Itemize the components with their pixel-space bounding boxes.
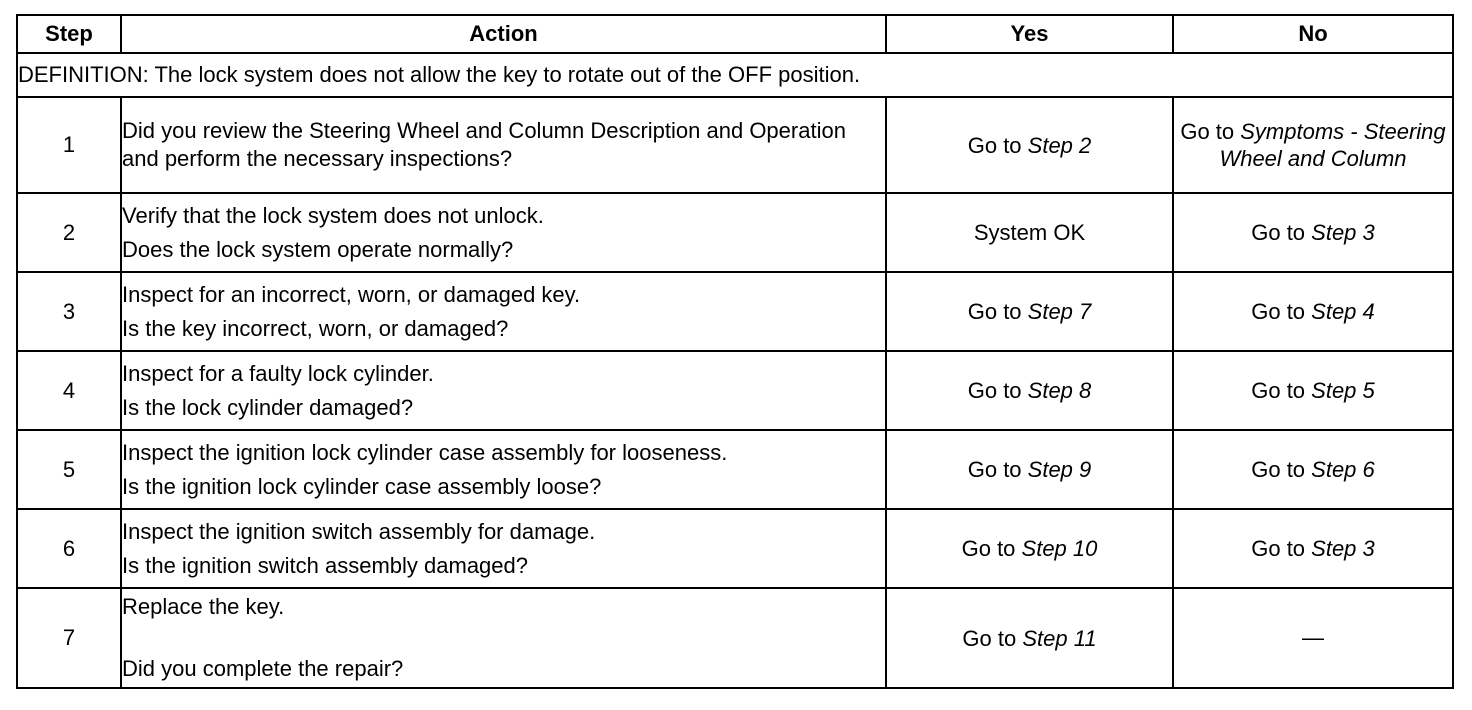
yes-text: System OK — [973, 220, 1086, 245]
action-cell — [121, 193, 886, 272]
action-cell — [121, 351, 886, 430]
header-yes: Yes — [886, 15, 1173, 53]
no-prefix: Go to — [1180, 119, 1241, 144]
table-row — [17, 97, 1453, 193]
step-number: 2 — [17, 193, 121, 272]
step-number: 7 — [17, 588, 121, 688]
yes-prefix: Go to — [962, 625, 1023, 651]
action-instruction: Inspect the ignition lock cylinder case assembly for looseness. — [122, 439, 728, 465]
table-row — [17, 509, 1453, 588]
action-cell — [121, 97, 886, 193]
action-instruction: Inspect the ignition switch assembly for damage. — [122, 518, 596, 544]
table-row — [17, 588, 1453, 688]
no-prefix: Go to — [1251, 220, 1312, 245]
action-cell — [121, 588, 886, 688]
action-cell — [121, 509, 886, 588]
no-prefix: Go to — [1251, 299, 1312, 324]
action-question: Is the ignition switch assembly damaged? — [122, 552, 528, 578]
step-number: 3 — [17, 272, 121, 351]
step-number: 1 — [17, 97, 121, 193]
table-row — [17, 430, 1453, 509]
yes-prefix: Go to — [967, 132, 1028, 158]
action-cell — [121, 272, 886, 351]
yes-step-ref: Step 10 — [1021, 536, 1098, 561]
step-number: 4 — [17, 351, 121, 430]
no-result — [1173, 509, 1453, 588]
yes-prefix: Go to — [967, 378, 1028, 403]
no-result — [1173, 272, 1453, 351]
no-step-ref: Step 5 — [1311, 378, 1375, 403]
no-result — [1173, 351, 1453, 430]
yes-step-ref: Step 2 — [1027, 132, 1092, 158]
no-result — [1173, 588, 1453, 688]
yes-prefix: Go to — [961, 536, 1022, 561]
diagnostic-table — [16, 14, 1454, 689]
action-question: Is the ignition lock cylinder case assembly loose? — [122, 473, 602, 499]
step-number: 5 — [17, 430, 121, 509]
header-no: No — [1173, 15, 1453, 53]
no-step-ref: Step 6 — [1311, 457, 1375, 482]
yes-step-ref: Step 9 — [1027, 457, 1092, 482]
action-question: Did you complete the repair? — [122, 656, 404, 681]
yes-step-ref: Step 11 — [1022, 625, 1097, 651]
action-question: Does the lock system operate normally? — [122, 236, 514, 262]
header-action: Action — [121, 15, 886, 53]
action-instruction: Inspect for an incorrect, worn, or damaged key. — [122, 281, 581, 307]
no-result — [1173, 430, 1453, 509]
header-step: Step — [17, 15, 121, 53]
no-prefix: Go to — [1251, 378, 1312, 403]
definition-row — [17, 53, 1453, 97]
no-dash: — — [1302, 625, 1324, 650]
no-step-ref: Step 3 — [1311, 536, 1375, 561]
yes-result — [886, 430, 1173, 509]
action-question: Is the key incorrect, worn, or damaged? — [122, 315, 509, 341]
step-number: 6 — [17, 509, 121, 588]
no-step-ref: Step 3 — [1311, 220, 1375, 245]
header-row — [17, 15, 1453, 53]
yes-result — [886, 193, 1173, 272]
no-reference: Symptoms - Steering Wheel and Column — [1219, 119, 1446, 171]
table-row — [17, 193, 1453, 272]
definition-text: DEFINITION: The lock system does not allow the key to rotate out of the OFF position. — [17, 53, 1453, 97]
yes-prefix: Go to — [967, 299, 1028, 324]
no-result — [1173, 193, 1453, 272]
yes-step-ref: Step 7 — [1027, 299, 1092, 324]
yes-step-ref: Step 8 — [1027, 378, 1092, 403]
action-question: Is the lock cylinder damaged? — [122, 394, 414, 420]
yes-result — [886, 97, 1173, 193]
no-prefix: Go to — [1251, 536, 1312, 561]
yes-prefix: Go to — [967, 457, 1028, 482]
yes-result — [886, 351, 1173, 430]
yes-result — [886, 509, 1173, 588]
no-prefix: Go to — [1251, 457, 1312, 482]
no-step-ref: Step 4 — [1311, 299, 1375, 324]
no-result — [1173, 97, 1453, 193]
action-instruction: Inspect for a faulty lock cylinder. — [122, 360, 434, 386]
action-instruction: Verify that the lock system does not unlock. — [122, 202, 544, 228]
action-cell — [121, 430, 886, 509]
action-instruction: Replace the key. — [122, 594, 285, 619]
table-row — [17, 351, 1453, 430]
yes-result — [886, 588, 1173, 688]
table-row — [17, 272, 1453, 351]
action-question: Did you review the Steering Wheel and Column Description and Operation and perform the necessary inspections? — [122, 118, 846, 171]
yes-result — [886, 272, 1173, 351]
